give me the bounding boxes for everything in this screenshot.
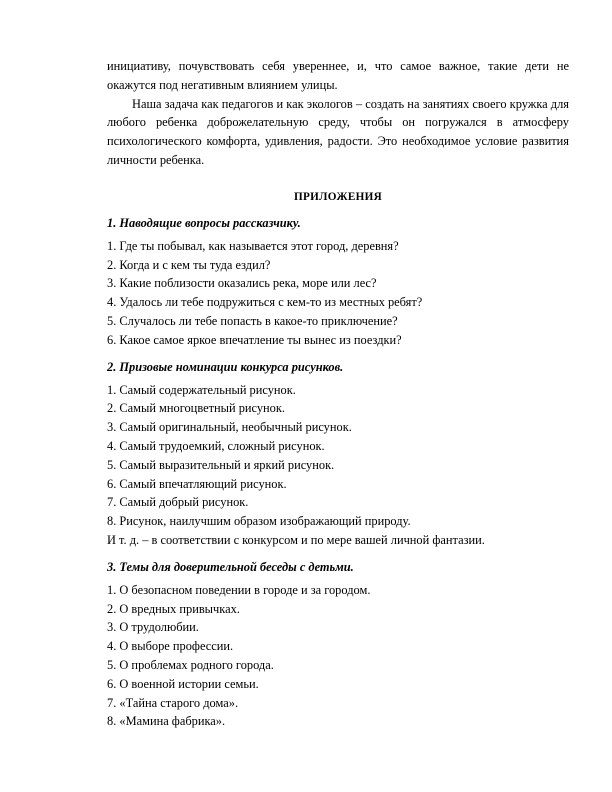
list-item: 7. Самый добрый рисунок.: [107, 495, 249, 510]
list-item: 6. О военной истории семьи.: [107, 676, 259, 691]
list-item: 2. Самый многоцветный рисунок.: [107, 401, 285, 416]
list-item: 7. «Тайна старого дома».: [107, 695, 239, 710]
list-item: 3. О трудолюбии.: [107, 620, 199, 635]
section-2: [107, 358, 569, 550]
list-item: 3. Какие поблизости оказались река, море или лес?: [107, 276, 377, 291]
document-page: [107, 57, 569, 731]
section-2-title: 2. Призовые номинации конкурса рисунков.: [107, 359, 344, 374]
list-item: 2. О вредных привычках.: [107, 601, 240, 616]
intro-paragraph-1: инициативу, почувствовать себя увереннее, и, что самое важное, такие дети не окажутся под негативным влиянием улицы.: [107, 59, 569, 92]
list-item: 5. Случалось ли тебе попасть в какое-то приключение?: [107, 313, 398, 328]
list-item: 4. О выборе профессии.: [107, 639, 234, 654]
list-item: 6. Какое самое яркое впечатление ты вынес из поездки?: [107, 332, 402, 347]
list-item: 1. Где ты побывал, как называется этот город, деревня?: [107, 238, 399, 253]
list-item: 2. Когда и с кем ты туда ездил?: [107, 257, 271, 272]
list-item: 1. О безопасном поведении в городе и за городом.: [107, 582, 371, 597]
intro-paragraph-2: Наша задача как педагогов и как экологов – создать на занятиях своего кружка для любого ребенка доброжелательную среду, чтобы он погружался в атмосферу психологического комфорта, удивления, радости. Это необходимое условие развития личности ребенка.: [107, 96, 569, 167]
section-1: [107, 214, 569, 350]
section-3-title: 3. Темы для доверительной беседы с детьми.: [107, 559, 354, 574]
section-3: [107, 558, 569, 731]
section-1-title: 1. Наводящие вопросы рассказчику.: [107, 215, 301, 230]
list-item: И т. д. – в соответствии с конкурсом и по мере вашей личной фантазии.: [107, 532, 485, 547]
section-2-list: [107, 381, 569, 550]
list-item: 8. «Мамина фабрика».: [107, 714, 226, 729]
list-item: 3. Самый оригинальный, необычный рисунок.: [107, 420, 352, 435]
list-item: 1. Самый содержательный рисунок.: [107, 382, 296, 397]
list-item: 4. Удалось ли тебе подружиться с кем-то из местных ребят?: [107, 295, 423, 310]
section-1-list: [107, 237, 569, 350]
list-item: 8. Рисунок, наилучшим образом изображающий природу.: [107, 514, 411, 529]
list-item: 4. Самый трудоемкий, сложный рисунок.: [107, 438, 325, 453]
appendix-heading: ПРИЛОЖЕНИЯ: [293, 190, 382, 203]
section-3-list: [107, 581, 569, 731]
list-item: 5. О проблемах родного города.: [107, 657, 274, 672]
list-item: 6. Самый впечатляющий рисунок.: [107, 476, 287, 491]
list-item: 5. Самый выразительный и яркий рисунок.: [107, 457, 335, 472]
